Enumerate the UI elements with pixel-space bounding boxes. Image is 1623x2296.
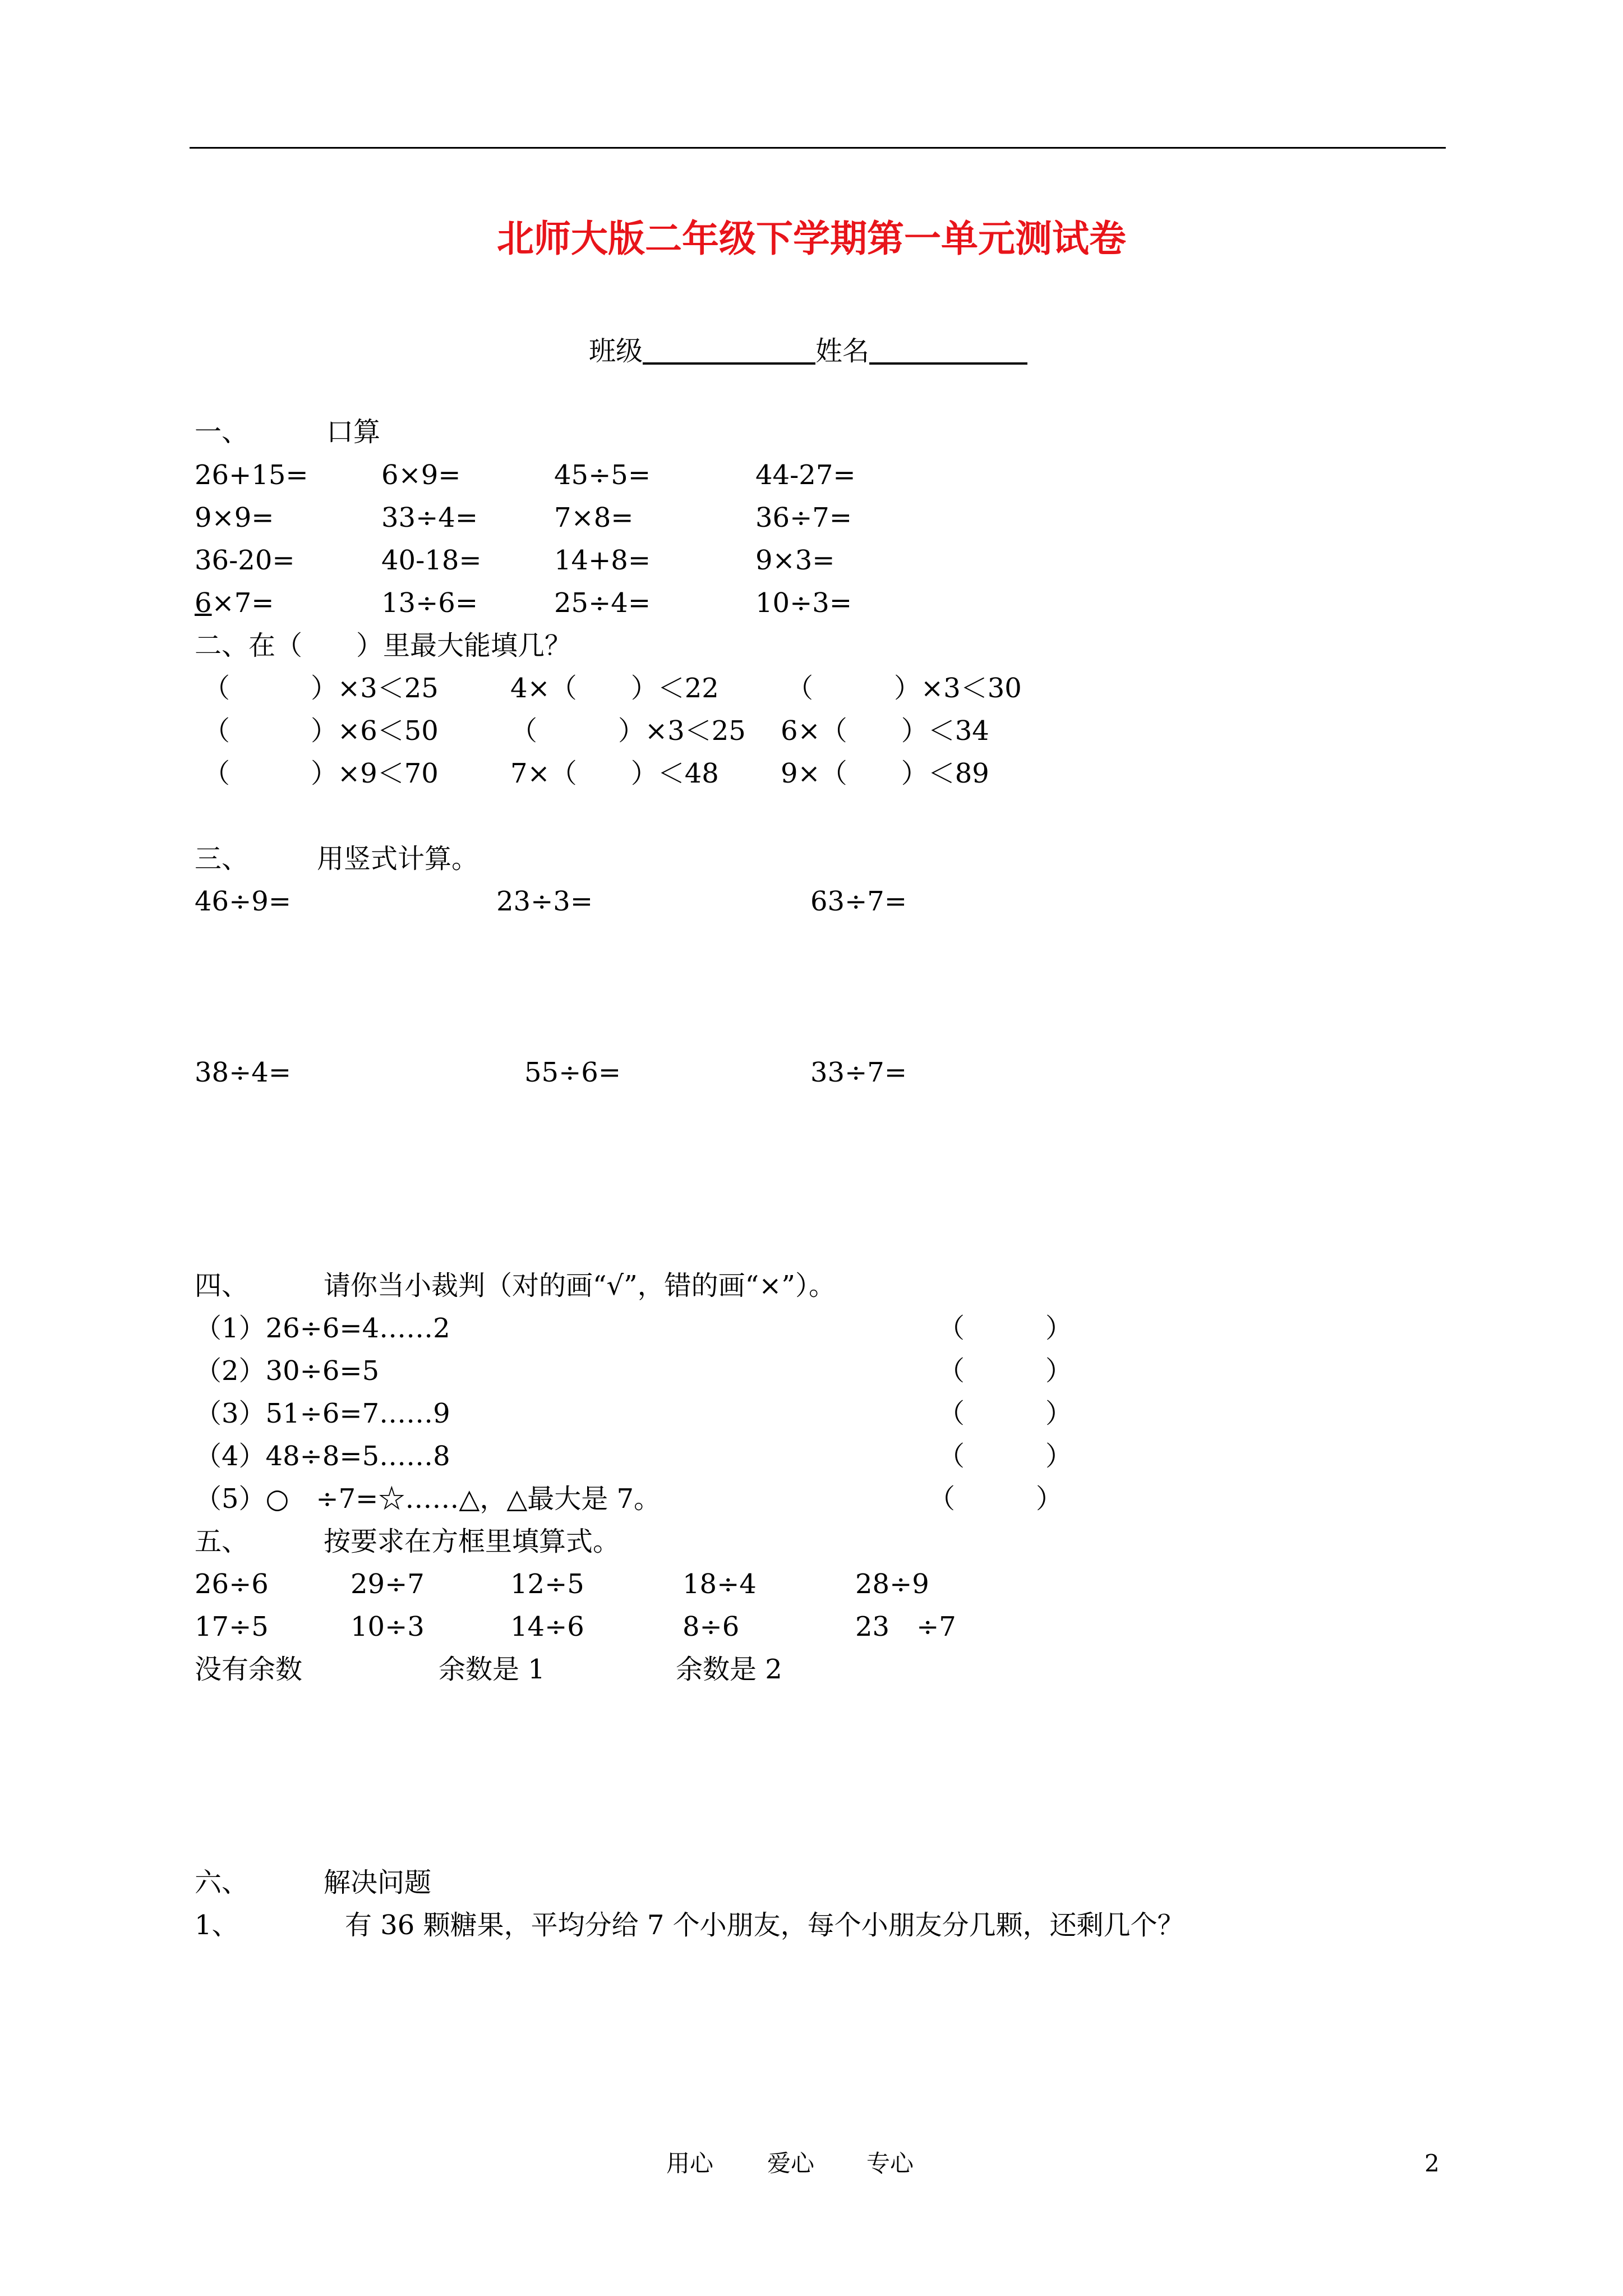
s4-answer-box[interactable]: （ ）: [938, 1441, 1073, 1472]
section-4-heading: 请你当小裁判（对的画“√”，错的画“×”）。: [324, 1270, 836, 1301]
s2-item: （ ）×3＜30: [786, 673, 1022, 704]
footer-item: 用心: [666, 2150, 714, 2177]
s2-item: （ ）×3＜25: [510, 715, 746, 747]
s1-item-digit: 6: [195, 587, 212, 619]
s1-item: 13÷6=: [381, 587, 478, 619]
section-1-heading: 口算: [326, 416, 381, 448]
s1-item: [195, 587, 274, 619]
section-2-heading: 二、在（ ）里最大能填几？: [195, 630, 572, 661]
s2-item: （ ）×9＜70: [203, 758, 439, 789]
class-blank[interactable]: [643, 333, 815, 365]
s5-expression[interactable]: 12÷5: [510, 1568, 584, 1600]
s1-item: 33÷4=: [381, 502, 478, 533]
section-6-heading: 解决问题: [324, 1867, 432, 1898]
s5-box-label: 余数是 2: [676, 1654, 782, 1685]
s5-box-label: 没有余数: [195, 1654, 303, 1685]
name-label: 姓名: [815, 335, 870, 367]
page-number: 2: [1424, 2150, 1440, 2177]
header-rule: [190, 147, 1446, 149]
section-5-number: 五、: [195, 1526, 249, 1557]
s5-expression[interactable]: 10÷3: [351, 1611, 425, 1642]
s3-item: 33÷7=: [810, 1057, 907, 1088]
s4-question: （2）30÷6=5: [195, 1355, 380, 1387]
s5-expression[interactable]: 8÷6: [683, 1611, 740, 1642]
s3-item: 63÷7=: [810, 886, 907, 917]
s1-item: 10÷3=: [755, 587, 852, 619]
s4-answer-box[interactable]: （ ）: [928, 1483, 1063, 1515]
s1-item: 40-18=: [381, 545, 482, 576]
s1-item: 45÷5=: [554, 459, 651, 491]
s1-item: 7×8=: [554, 502, 634, 533]
s3-item: 46÷9=: [195, 886, 292, 917]
s4-question: （5）○ ÷7=☆……△，△最大是 7。: [195, 1483, 661, 1515]
s5-expression[interactable]: 29÷7: [351, 1568, 425, 1600]
section-1-number: 一、: [195, 416, 249, 448]
s5-expression[interactable]: 26÷6: [195, 1568, 269, 1600]
s2-item: 4×（ ）＜22: [510, 673, 719, 704]
s5-box-label: 余数是 1: [439, 1654, 545, 1685]
name-blank[interactable]: [869, 333, 1027, 365]
s1-item: 6×9=: [381, 459, 461, 491]
section-5-heading: 按要求在方框里填算式。: [324, 1526, 620, 1557]
s4-answer-box[interactable]: （ ）: [938, 1355, 1073, 1387]
section-6-number: 六、: [195, 1867, 249, 1898]
s1-item-rest: ×7=: [211, 587, 274, 619]
s1-item: 9×9=: [195, 502, 274, 533]
s2-item: （ ）×6＜50: [203, 715, 439, 747]
s1-item: 44-27=: [755, 459, 856, 491]
s2-item: （ ）×3＜25: [203, 673, 439, 704]
s3-item: 38÷4=: [195, 1057, 292, 1088]
s1-item: 25÷4=: [554, 587, 651, 619]
page-title: 北师大版二年级下学期第一单元测试卷: [497, 217, 1126, 260]
s1-item: 26+15=: [195, 459, 308, 491]
class-label: 班级: [589, 335, 643, 367]
s4-answer-box[interactable]: （ ）: [938, 1313, 1073, 1344]
s3-item: 23÷3=: [496, 886, 593, 917]
s5-expression[interactable]: 23 ÷7: [855, 1611, 956, 1642]
s6-question: 有 36 颗糖果，平均分给 7 个小朋友，每个小朋友分几颗，还剩几个？: [345, 1910, 1184, 1941]
s2-item: 9×（ ）＜89: [781, 758, 989, 789]
s5-expression[interactable]: 17÷5: [195, 1611, 269, 1642]
footer-item: 专心: [866, 2150, 914, 2177]
section-3-number: 三、: [195, 843, 249, 875]
s4-question: （4）48÷8=5……8: [195, 1441, 450, 1472]
student-info: [589, 333, 1027, 365]
s2-item: 7×（ ）＜48: [510, 758, 719, 789]
section-4-number: 四、: [195, 1270, 249, 1301]
section-3-heading: 用竖式计算。: [317, 843, 479, 875]
s5-expression[interactable]: 18÷4: [683, 1568, 757, 1600]
s5-expression[interactable]: 14÷6: [510, 1611, 584, 1642]
s6-question-number: 1、: [195, 1910, 239, 1941]
s4-answer-box[interactable]: （ ）: [938, 1398, 1073, 1429]
s1-item: 9×3=: [755, 545, 835, 576]
s1-item: 36-20=: [195, 545, 295, 576]
s4-question: （1）26÷6=4……2: [195, 1313, 450, 1344]
s5-expression[interactable]: 28÷9: [855, 1568, 929, 1600]
s4-question: （3）51÷6=7……9: [195, 1398, 450, 1429]
s2-item: 6×（ ）＜34: [781, 715, 989, 747]
footer-item: 爱心: [767, 2150, 815, 2177]
s1-item: 14+8=: [554, 545, 651, 576]
s3-item: 55÷6=: [524, 1057, 621, 1088]
s1-item: 36÷7=: [755, 502, 852, 533]
